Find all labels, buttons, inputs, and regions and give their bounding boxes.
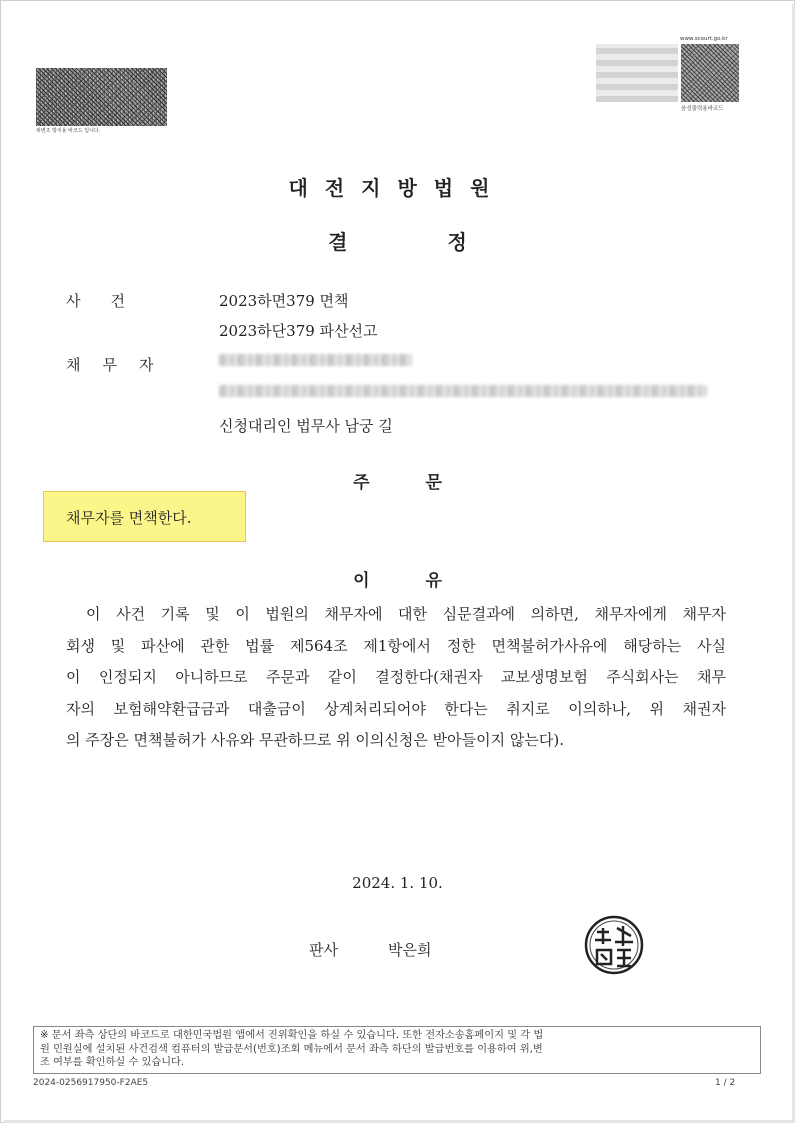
judge-title: 판사 (309, 941, 338, 959)
authenticity-notice (33, 1026, 761, 1074)
order-text: 채무자를 면책한다. (66, 509, 192, 527)
debtor-agent: 신청대리인 법무사 남궁 길 (219, 417, 393, 435)
voice-output-barcode (681, 44, 739, 102)
reason-line: 자의 보험해약환급금과 대출금이 상계처리되어야 한다는 취지로 이의하나, 위 채권자 (66, 699, 726, 718)
notice-line: 원 민원실에 설치된 사건검색 컴퓨터의 발급문서(번호)조회 메뉴에서 문서 좌측 하단의 발급번호를 이용하여 위,변 (40, 1043, 543, 1055)
issuance-number: 2024-0256917950-F2AE5 (33, 1078, 149, 1088)
case-label: 사건 (66, 292, 155, 310)
redacted-debtor-name (219, 354, 412, 366)
reason-heading: 이유 (353, 571, 498, 591)
reason-body (66, 599, 726, 757)
reason-line: 이 사건 기록 및 이 법원의 채무자에 대한 심문결과에 의하면, 채무자에게 채무자 (86, 605, 726, 623)
reason-line: 이 인정되지 아니하므로 주문과 같이 결정한다(채권자 교보생명보험 주식회사는 채무 (66, 668, 726, 686)
redacted-debtor-address (219, 385, 707, 397)
decision-date: 2024. 1. 10. (352, 874, 443, 892)
case-number-1: 2023하면379 면책 (219, 292, 349, 310)
judge-seal-icon (583, 914, 645, 976)
notice-line: ※ 문서 좌측 상단의 바코드로 대한민국법원 앱에서 진위확인을 하실 수 있습니다. 또한 전자소송홈페이지 및 각 법 (40, 1030, 544, 1041)
notice-line: 조 여부를 확인하실 수 있습니다. (40, 1057, 185, 1068)
debtor-label: 채무자 (66, 356, 176, 374)
voice-output-barcode-caption: 음성출력용바코드 (681, 106, 724, 112)
page-number: 1 / 2 (715, 1078, 736, 1088)
case-number-2: 2023하단379 파산선고 (219, 322, 378, 340)
document-type: 결정 (328, 230, 567, 254)
reason-line: 의 주장은 면책불허가 사유와 무관하므로 위 이의신청은 받아들이지 않는다). (66, 731, 564, 749)
reason-line: 회생 및 파산에 관한 법률 제564조 제1항에서 정한 면책불허가사유에 해당하는 사실 (66, 636, 726, 655)
verification-barcode (36, 68, 167, 126)
court-name: 대전지방법원 (288, 176, 507, 200)
order-heading: 주문 (353, 473, 498, 493)
court-url: www.scourt.go.kr (680, 36, 728, 42)
judge-name: 박은희 (388, 941, 432, 959)
verification-barcode-caption: 위변조 방지용 바코드 입니다. (36, 128, 101, 134)
court-watermark-stamp (596, 44, 678, 102)
